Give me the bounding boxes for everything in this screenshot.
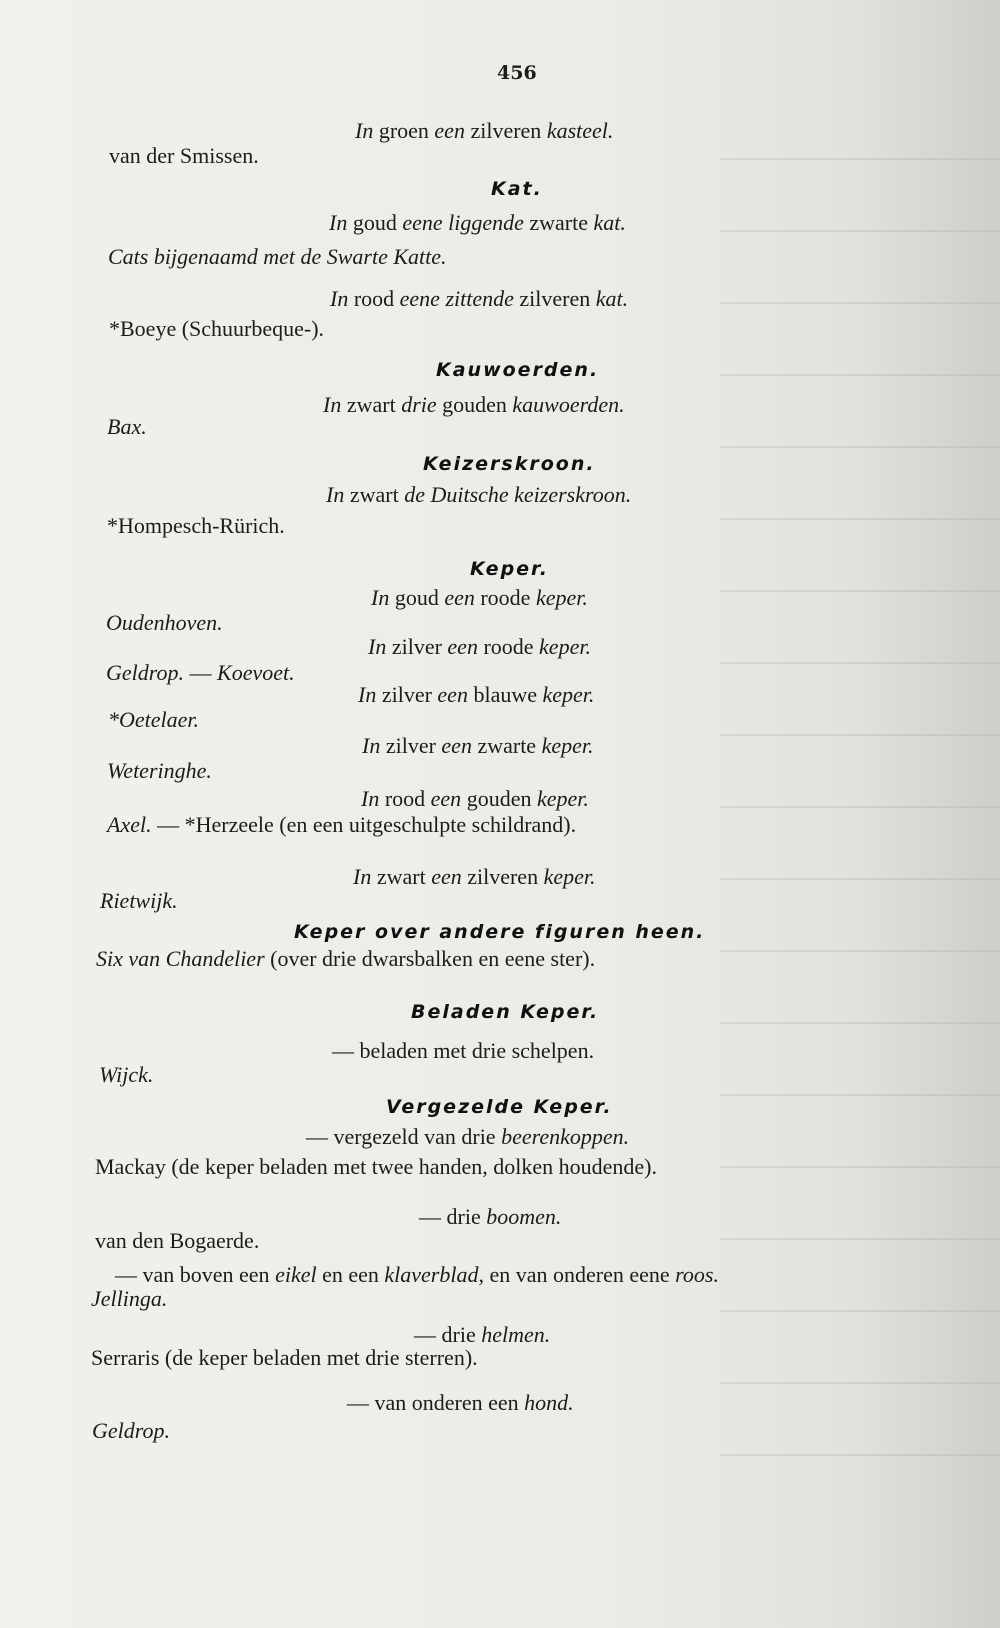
- roman-run: en een: [316, 1262, 385, 1287]
- roman-run: van den Bogaerde.: [95, 1228, 260, 1253]
- text-line: [371, 585, 588, 611]
- text-line: [358, 682, 594, 708]
- italic-run: *Oetelaer.: [108, 707, 200, 732]
- italic-run: In: [368, 634, 387, 659]
- roman-run: zilveren: [461, 864, 544, 889]
- text-line: [99, 1062, 153, 1088]
- text-line: [361, 786, 589, 812]
- italic-run: keper.: [541, 733, 594, 758]
- italic-run: eene zittende: [399, 286, 514, 311]
- italic-run: klaverblad: [384, 1262, 479, 1287]
- text-line: [95, 1154, 657, 1180]
- italic-run: een: [431, 864, 462, 889]
- roman-run: zwart: [371, 864, 432, 889]
- italic-run: de Duitsche keizerskroon.: [404, 482, 632, 507]
- roman-run: zwart: [344, 482, 405, 507]
- bleed-through-text: [720, 120, 1000, 1470]
- italic-run: keper.: [536, 786, 589, 811]
- roman-run: Serraris (de keper beladen met drie sterren).: [91, 1345, 478, 1370]
- roman-run: goud: [347, 210, 403, 235]
- italic-run: In: [361, 786, 380, 811]
- italic-run: een: [444, 585, 475, 610]
- italic-run: eikel: [275, 1262, 317, 1287]
- text-line: [107, 414, 147, 440]
- roman-run: — drie: [419, 1204, 487, 1229]
- text-line: [362, 733, 594, 759]
- roman-run: roode: [477, 634, 540, 659]
- text-line: [353, 864, 596, 890]
- roman-run: van der Smissen.: [109, 143, 259, 168]
- roman-run: (over drie dwarsbalken en eene ster).: [264, 946, 596, 971]
- italic-run: In: [330, 286, 349, 311]
- text-line: [107, 812, 576, 838]
- section-heading: Keper over andere figuren heen.: [294, 921, 706, 943]
- text-line: [109, 316, 324, 342]
- section-heading: Vergezelde Keper.: [386, 1096, 613, 1118]
- italic-run: helmen.: [481, 1322, 551, 1347]
- text-line: [355, 118, 613, 144]
- section-heading: Beladen Keper.: [411, 1001, 600, 1023]
- text-line: [306, 1124, 629, 1150]
- roman-run: roode: [474, 585, 536, 610]
- italic-run: beerenkoppen.: [501, 1124, 630, 1149]
- text-line: [115, 1262, 719, 1288]
- italic-run: In: [326, 482, 345, 507]
- roman-run: — beladen met drie schelpen.: [332, 1038, 595, 1063]
- italic-run: boomen.: [486, 1204, 562, 1229]
- roman-run: — van boven een: [115, 1262, 276, 1287]
- italic-run: In: [329, 210, 348, 235]
- italic-run: Rietwijk.: [100, 888, 178, 913]
- italic-run: Cats bijgenaamd met de Swarte Katte.: [108, 244, 447, 269]
- italic-run: keper.: [542, 682, 595, 707]
- text-line: [106, 610, 223, 636]
- italic-run: Axel.: [107, 812, 152, 837]
- section-heading: Keper.: [470, 558, 549, 580]
- text-line: [95, 1228, 259, 1254]
- italic-run: keper.: [539, 634, 591, 659]
- text-line: [330, 286, 628, 312]
- roman-run: *Boeye (Schuurbeque-).: [109, 316, 325, 341]
- section-heading: Kauwoerden.: [436, 359, 600, 381]
- text-line: [106, 660, 295, 686]
- italic-run: In: [323, 392, 342, 417]
- section-heading: Kat.: [491, 178, 543, 200]
- italic-run: Wijck.: [99, 1062, 154, 1087]
- roman-run: zwarte: [471, 733, 542, 758]
- text-line: [92, 1418, 170, 1444]
- text-line: [100, 888, 178, 914]
- roman-run: rood: [348, 286, 400, 311]
- roman-run: zilveren: [513, 286, 596, 311]
- italic-run: kat.: [595, 286, 629, 311]
- text-line: [109, 143, 259, 169]
- italic-run: een: [447, 634, 478, 659]
- roman-run: goud: [389, 585, 445, 610]
- italic-run: Six van Chandelier: [96, 946, 265, 971]
- roman-run: — van onderen een: [347, 1390, 525, 1415]
- roman-run: zwart: [341, 392, 402, 417]
- italic-run: Oudenhoven.: [106, 610, 223, 635]
- roman-run: — *Herzeele (en een uitgeschulpte schildrand).: [151, 812, 577, 837]
- text-line: [329, 210, 626, 236]
- roman-run: gouden: [436, 392, 513, 417]
- roman-run: rood: [379, 786, 431, 811]
- italic-run: een: [430, 786, 462, 811]
- italic-run: In: [355, 118, 374, 143]
- italic-run: Geldrop.: [92, 1418, 171, 1443]
- text-line: [96, 946, 595, 972]
- italic-run: kat.: [593, 210, 626, 235]
- roman-run: blauwe: [467, 682, 543, 707]
- text-line: [347, 1390, 574, 1416]
- roman-run: — drie: [414, 1322, 482, 1347]
- italic-run: hond.: [524, 1390, 574, 1415]
- italic-run: eene liggende: [402, 210, 524, 235]
- roman-run: zilver: [376, 682, 438, 707]
- italic-run: een: [434, 118, 465, 143]
- roman-run: Mackay (de keper beladen met twee handen, dolken houdende).: [95, 1154, 657, 1179]
- roman-run: — vergezeld van drie: [306, 1124, 502, 1149]
- text-line: [368, 634, 591, 660]
- italic-run: drie: [401, 392, 437, 417]
- italic-run: keper.: [543, 864, 596, 889]
- italic-run: Koevoet.: [217, 660, 295, 685]
- text-line: [419, 1204, 561, 1230]
- italic-run: Bax.: [107, 414, 147, 439]
- italic-run: Weteringhe.: [107, 758, 212, 783]
- section-heading: Keizerskroon.: [423, 453, 596, 475]
- roman-run: zilveren: [464, 118, 547, 143]
- text-line: [323, 392, 625, 418]
- roman-run: zwarte: [523, 210, 594, 235]
- roman-run: groen: [373, 118, 435, 143]
- text-line: [107, 758, 212, 784]
- italic-run: kasteel.: [546, 118, 614, 143]
- italic-run: een: [441, 733, 472, 758]
- text-line: [107, 513, 285, 539]
- roman-run: zilver: [386, 634, 448, 659]
- italic-run: In: [353, 864, 372, 889]
- page-number: 456: [497, 62, 537, 84]
- roman-run: , en van onderen eene: [478, 1262, 676, 1287]
- italic-run: roos.: [675, 1262, 719, 1287]
- text-line: [326, 482, 631, 508]
- roman-run: zilver: [380, 733, 442, 758]
- italic-run: In: [362, 733, 381, 758]
- text-line: [108, 244, 447, 270]
- italic-run: In: [358, 682, 377, 707]
- italic-run: Jellinga.: [91, 1286, 168, 1311]
- italic-run: keper.: [535, 585, 588, 610]
- italic-run: kauwoerden.: [512, 392, 625, 417]
- roman-run: —: [184, 660, 218, 685]
- text-line: [91, 1286, 167, 1312]
- text-line: [91, 1345, 478, 1371]
- text-line: [108, 707, 199, 733]
- text-line: [332, 1038, 594, 1064]
- italic-run: In: [371, 585, 390, 610]
- italic-run: Geldrop.: [106, 660, 185, 685]
- roman-run: gouden: [461, 786, 537, 811]
- roman-run: *Hompesch-Rürich.: [107, 513, 285, 538]
- italic-run: een: [437, 682, 468, 707]
